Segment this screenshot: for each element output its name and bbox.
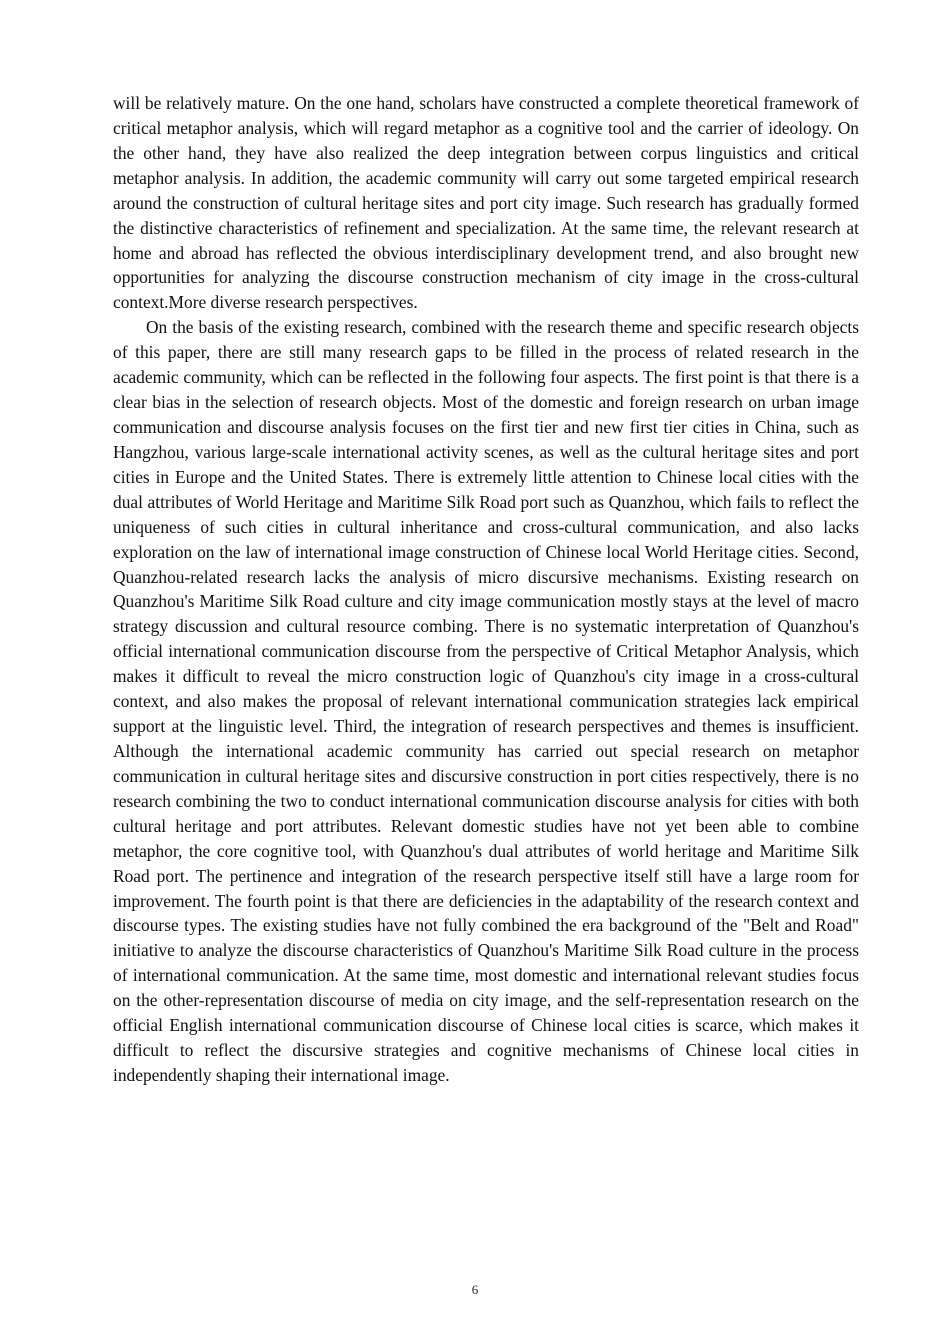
paragraph-research-gaps: On the basis of the existing research, combined with the research theme and specific research objects of this paper, there are still many research gaps to be filled in the process of related research in the academic community, which can be reflected in the following four aspects. The first point is that there is a clear bias in the selection of research objects. Most of the domestic and foreign research on urban image communication and discourse analysis focuses on the first tier and new first tier cities in China, such as Hangzhou, various large-scale international activity scenes, as well as the cultural heritage sites and port cities in Europe and the United States. There is extremely little attention to Chinese local cities with the dual attributes of World Heritage and Maritime Silk Road port such as Quanzhou, which fails to reflect the uniqueness of such cities in cultural inheritance and cross-cultural communication, and also lacks exploration on the law of international image construction of Chinese local World Heritage cities. Second, Quanzhou-related research lacks the analysis of micro discursive mechanisms. Existing research on Quanzhou's Maritime Silk Road culture and city image communication mostly stays at the level of macro strategy discussion and cultural resource combing. There is no systematic interpretation of Quanzhou's official international communication discourse from the perspective of Critical Metaphor Analysis, which makes it difficult to reveal the micro construction logic of Quanzhou's city image in a cross-cultural context, and also makes the proposal of relevant international communication strategies lack empirical support at the linguistic level. Third, the integration of research perspectives and themes is insufficient. Although the international academic community has carried out special research on metaphor communication in cultural heritage sites and discursive construction in port cities respectively, there is no research combining the two to conduct international communication discourse analysis for cities with both cultural heritage and port attributes. Relevant domestic studies have not yet been able to combine metaphor, the core cognitive tool, with Quanzhou's dual attributes of world heritage and Maritime Silk Road port. The pertinence and integration of the research perspective itself still have a large room for improvement. The fourth point is that there are deficiencies in the adaptability of the research context and discourse types. The existing studies have not fully combined the era background of the "Belt and Road" initiative to analyze the discourse characteristics of Quanzhou's Maritime Silk Road culture in the process of international communication. At the same time, most domestic and international relevant studies focus on the other-representation discourse of media on city image, and the self-representation research on the official English international communication discourse of Chinese local cities is scarce, which makes it difficult to reflect the discursive strategies and cognitive mechanisms of Chinese local cities in independently shaping their international image. (113, 317, 859, 1085)
body-text (113, 91, 859, 1088)
page-number: 6 (471, 1282, 479, 1297)
paragraph-continuation: will be relatively mature. On the one hand, scholars have constructed a complete theoretical framework of critical metaphor analysis, which will regard metaphor as a cognitive tool and the carrier of ideology. On the other hand, they have also realized the deep integration between corpus linguistics and critical metaphor analysis. In addition, the academic community will carry out some targeted empirical research around the construction of cultural heritage sites and port city image. Such research has gradually formed the distinctive characteristics of refinement and specialization. At the same time, the relevant research at home and abroad has reflected the obvious interdisciplinary development trend, and also brought new opportunities for analyzing the discourse construction mechanism of city image in the cross-cultural context.More diverse research perspectives. (113, 93, 859, 313)
